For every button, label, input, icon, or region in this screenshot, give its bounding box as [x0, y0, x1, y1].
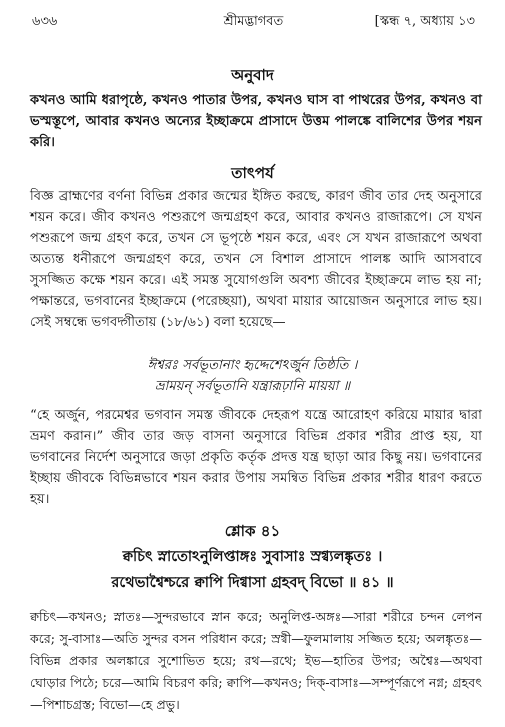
page-header — [32, 12, 475, 32]
gita-quote-line-2: ভ্রাময়ন্ সর্বভূতানি যন্ত্রারূঢ়ানি মায়য়া ॥ — [154, 379, 351, 394]
purport-heading: তাৎপর্য — [231, 164, 274, 182]
translation-heading: অনুবাদ — [231, 66, 274, 84]
verse-line-2: রথেভাশ্বৈশ্চরে ক্বাপি দিগ্বাসা গ্রহবদ্ বিভো ॥ ৪১ ॥ — [111, 574, 394, 591]
section-reference: [স্কন্ধ ৭, অধ্যায় ১৩ — [374, 14, 475, 29]
verse-line-1: ক্বচিৎ স্নাতোঽনুলিপ্তাঙ্গঃ সুবাসাঃ স্রগ্ব্যলঙ্কৃতঃ । — [122, 548, 383, 565]
purport-paragraph-2: “হে অর্জুন, পরমেশ্বর ভগবান সমস্ত জীবকে দেহরূপ যন্ত্রে আরোহণ করিয়ে মায়ার দ্বারা ভ্রমণ করান।” জীব তার জড় বাসনা অনুসারে বিভিন্ন প্রকার শরীর প্রাপ্ত হয়, যা ভগবানের নির্দেশ অনুসারে জড়া প্রকৃতি কর্তৃক প্রদত্ত যন্ত্র ছাড়া আর কিছু নয়। ভগবানের ইচ্ছায় জীবকে বিভিন্নভাবে শয়ন করার উপায় সমন্বিত বিভিন্ন প্রকার শরীর ধারণ করতে হয়। — [30, 408, 482, 507]
book-title: শ্রীমদ্ভাগবত — [223, 14, 284, 29]
word-for-word-synonyms: ক্বচিৎ—কখনও; স্নাতঃ—সুন্দরভাবে স্নান করে; অনুলিপ্ত-অঙ্গঃ—সারা শরীরে চন্দন লেপন করে; সু-বাসাঃ—অতি সুন্দর বসন পরিধান করে; স্রগ্বী—ফুলমালায় সজ্জিত হয়ে; অলঙ্কৃতঃ—বিভিন্ন প্রকার অলঙ্কারে সুশোভিত হয়ে; রথ—রথে; ইভ—হাতির উপর; অশ্বৈঃ—অথবা ঘোড়ার পিঠে; চরে—আমি বিচরণ করি; ক্বাপি—কখনও; দিক্-বাসাঃ—সম্পূর্ণরূপে নগ্ন; গ্রহবৎ—পিশাচগ্রস্ত; বিভো—হে প্রভু। — [30, 609, 482, 712]
verse-heading: শ্লোক ৪১ — [224, 522, 281, 540]
page-number: ৬৩৬ — [32, 14, 58, 29]
purport-paragraph-1: বিজ্ঞ ব্রাহ্মণের বর্ণনা বিভিন্ন প্রকার জন্মের ইঙ্গিত করছে, কারণ জীব তার দেহ অনুসারে শয়ন করে। জীব কখনও পশুরূপে জন্মগ্রহণ করে, আবার কখনও রাজারূপে। সে যখন পশুরূপে জন্ম গ্রহণ করে, তখন সে ভূপৃষ্ঠে শয়ন করে, এবং সে যখন রাজারূপে অথবা অত্যন্ত ধনীরূপে জন্মগ্রহণ করে, তখন সে বিশাল প্রাসাদে পালঙ্ক আদি আসবাবে সুসজ্জিত কক্ষে শয়ন করে। এই সমস্ত সুযোগগুলি অবশ্য জীবের ইচ্ছাক্রমে লাভ হয় না; পক্ষান্তরে, ভগবানের ইচ্ছাক্রমে (পরেচ্ছয়া), অথবা মায়ার আয়োজন অনুসারে লাভ হয়। সেই সম্বন্ধে ভগবদ্গীতায় (১৮/৬১) বলা হয়েছে— — [30, 189, 482, 330]
gita-quote-line-1: ঈশ্বরঃ সর্বভূতানাং হৃদ্দেশেঽর্জুন তিষ্ঠতি । — [147, 358, 358, 373]
translation-text: কখনও আমি ধরাপৃষ্ঠে, কখনও পাতার উপর, কখনও ঘাস বা পাথরের উপর, কখনও বা ভস্মস্তূপে, আবার কখনও অন্যের ইচ্ছাক্রমে প্রাসাদে উত্তম পালঙ্কে বালিশের উপর শয়ন করি। — [30, 93, 482, 150]
